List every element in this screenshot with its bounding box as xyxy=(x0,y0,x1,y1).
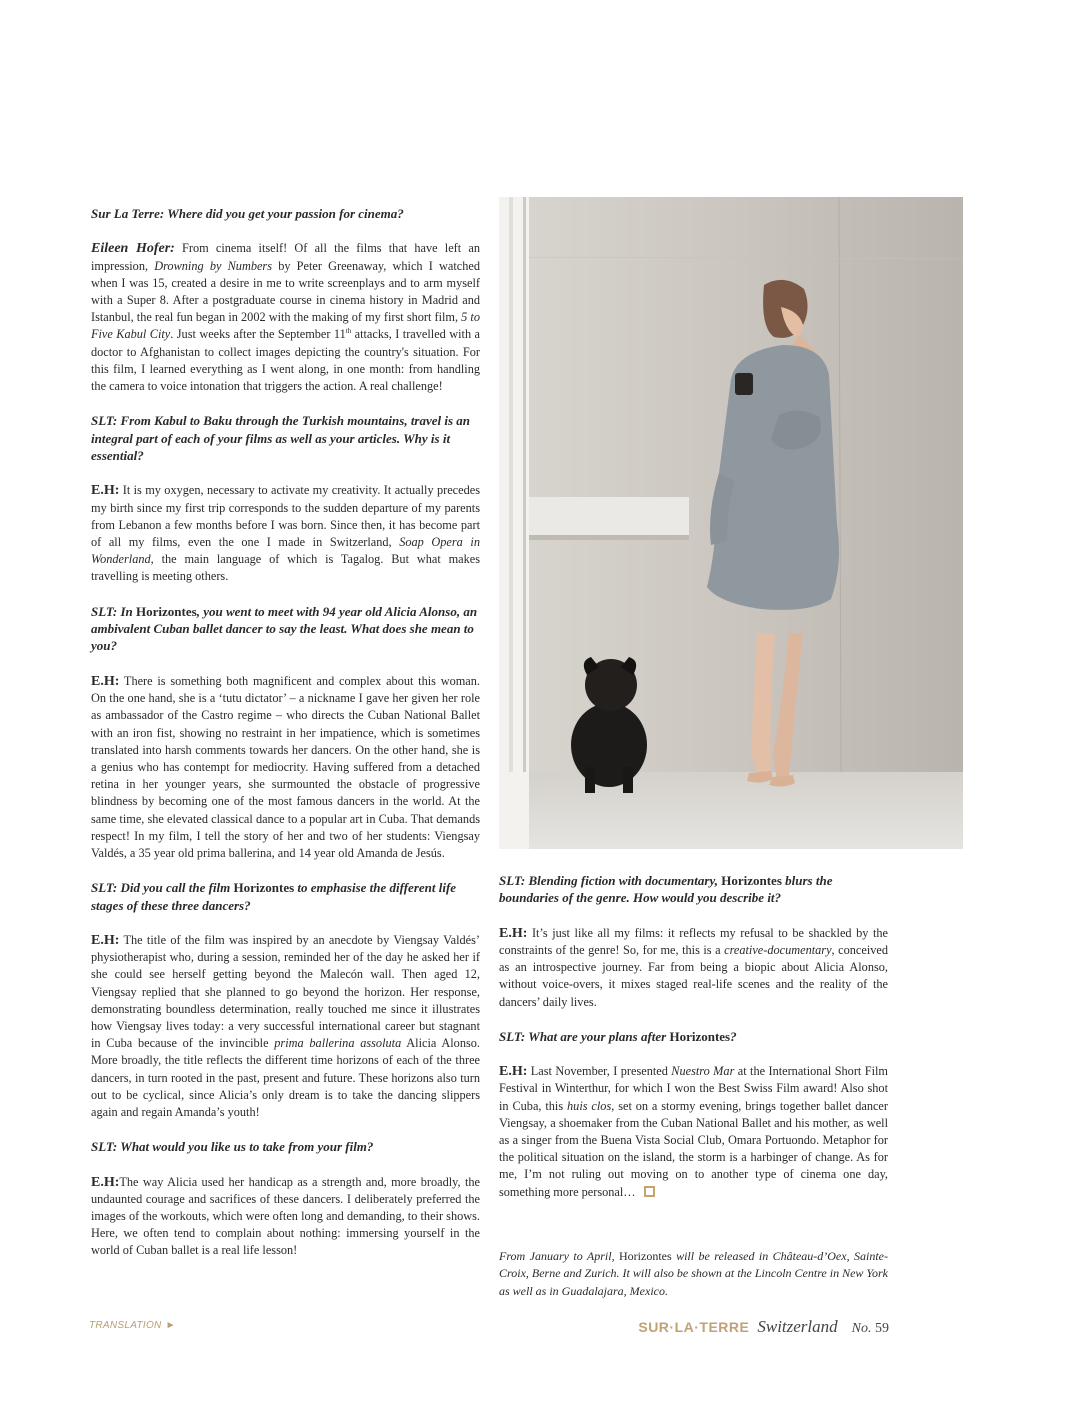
film-title: Horizontes xyxy=(619,1249,672,1263)
answer-3: E.H: There is something both magnificent and complex about this woman. On the one hand, she is a ‘tutu dictator’ – a nickname I gave her given her role as ambassador of the Castro regime – who directs the Cuban National Ballet with an iron fist, showing no restraint in her impatience, which is sometimes translated into harsh comments towards her dancers. On the other hand, she is a genius who has contempt for mediocrity. Having suffered from a detached retina in her younger years, she surmounted the obstacle of progressive blindness by becoming one of the most famous dancers in the world. At the same time, she elevated classical dance to a popular art in Cuba. That demands respect! In my film, I tell the story of her and two of her students: Viengsay Valdés, a 35 year old prima ballerina, and 14 year old Amanda de Jesús. xyxy=(91,673,480,860)
question-4: SLT: Did you call the film Horizontes to emphasise the different life stages of these three dancers? xyxy=(91,880,457,913)
film-title: 5 to Five Kabul City xyxy=(91,310,480,342)
question-2: SLT: From Kabul to Baku through the Turkish mountains, travel is an integral part of each of your films as well as your articles. Why is it essential? xyxy=(91,413,471,464)
left-column xyxy=(91,205,480,1277)
question-6: SLT: Blending fiction with documentary, Horizontes blurs the boundaries of the genre. How would you describe it? xyxy=(499,873,833,906)
answer-1: Eileen Hofer: From cinema itself! Of all the films that have left an impression, Drowning by Numbers by Peter Greenaway, which I watched when I was 15, created a desire in me to write screenplays and to arm myself with a Super 8. After a postgraduate course in cinema history in Madrid and Istanbul, the real fun began in 2002 with the making of my first short film, 5 to Five Kabul City. Just weeks after the September 11th attacks, I travelled with a doctor to Afghanistan to collect images depicting the country's situation. For this film, I learned everything as I went along, in one month: from handling the camera to voice intonation that triggers the action. A real challenge! xyxy=(91,241,480,394)
brand-logo: SUR·LA·TERRE xyxy=(638,1319,750,1335)
film-title: Horizontes xyxy=(233,880,295,896)
speaker-name: E.H: xyxy=(91,673,120,689)
speaker-name: E.H: xyxy=(91,1174,120,1190)
translation-label: TRANSLATION xyxy=(89,1320,162,1331)
dance-term: prima ballerina assoluta xyxy=(274,1036,402,1051)
answer-7: E.H: Last November, I presented Nuestro Mar at the International Short Film Festival in Winterthur, for which I won the Best Swiss Film award! Also shot in Cuba, this huis clos, set on a stormy evening, brings together ballet dancer Viengsay, a shoemaker from the Cuban National Ballet and his mother, as well as a singer from the Buena Vista Social Club, Omara Portuondo. Metaphor for the political situation on the island, the storm is a harbinger of change. As for me, I’m not ruling out moving on to another type of cinema one day, something more personal… xyxy=(499,1064,888,1199)
triangle-right-icon: ► xyxy=(165,1320,176,1331)
right-column xyxy=(499,872,888,1218)
speaker-name: Eileen Hofer: xyxy=(91,241,175,257)
translation-link[interactable] xyxy=(89,1320,176,1331)
end-mark-icon xyxy=(644,1186,655,1197)
issue-number: No. 59 xyxy=(851,1321,889,1336)
film-title: Horizontes xyxy=(669,1028,731,1044)
speaker-name: E.H: xyxy=(91,483,120,499)
speaker-name: E.H: xyxy=(499,925,528,941)
question-3: SLT: In Horizontes, you went to meet with 94 year old Alicia Alonso, an ambivalent Cuban ballet dancer to say the least. What does she mean to you? xyxy=(91,603,478,654)
release-info: From January to April, Horizontes will be released in Château-d’Oex, Sainte-Croix, Berne and Zurich. It will also be shown at the Lincoln Centre in New York as well as in Guadalajara, Mexico. xyxy=(499,1249,888,1298)
film-title: Horizontes xyxy=(136,603,197,619)
answer-6: E.H: It’s just like all my films: it reflects my refusal to be shackled by the constraints of the genre! So, for me, this is a creative-documentary, conceived as an introspective journey. Far from being a biopic about Alicia Alonso, without voice-overs, it mixes staged real-life scenes and the reality of the dancers’ daily lives. xyxy=(499,925,888,1009)
answer-2: E.H: It is my oxygen, necessary to activate my creativity. It actually precedes my birth since my first trip corresponds to the sudden departure of my parents from Lebanon a few months before I was born. Since then, it has become part of all my films, even the one I made in Switzerland, Soap Opera in Wonderland, the main language of which is Tagalog. But what makes travelling is meeting others. xyxy=(91,483,480,584)
film-title: Soap Opera in Wonderland xyxy=(91,535,480,567)
question-7: SLT: What are your plans after Horizontes? xyxy=(499,1028,737,1044)
answer-4: E.H: The title of the film was inspired by an anecdote by Viengsay Valdés’ physiotherapist who, during a session, reminded her of the day he asked her if she could see herself getting beyond the Malecón wall. Then aged 12, Viengsay replied that she planned to go beyond the horizon. Her response, demonstrating boundless determination, really touched me since it illustrates how Viengsay lives today: a very successful international career but stagnant in Cuba because of the invincible prima ballerina assoluta Alicia Alonso. More broadly, the title reflects the different time horizons of each of the three dancers, in turn rooted in the past, present and future. These horizons also turn out to be cyclical, since Alicia’s only dream is to take the dancing slippers again and regain Amanda’s youth! xyxy=(91,932,480,1119)
question-1: Sur La Terre: Where did you get your passion for cinema? xyxy=(91,206,404,221)
edition-label: Switzerland xyxy=(757,1317,838,1336)
answer-5: E.H:The way Alicia used her handicap as a strength and, more broadly, the undaunted courage and sacrifices of these dancers. I deliberately preferred the images of the workouts, which were often long and demanding, to their shows. Here, we often tend to complain about nothing: immersing yourself in the world of Cuban ballet is a real life lesson! xyxy=(91,1174,480,1258)
portrait-photo xyxy=(499,197,963,849)
film-title: Drowning by Numbers xyxy=(154,258,273,273)
film-title: Horizontes xyxy=(721,873,782,888)
question-5: SLT: What would you like us to take from your film? xyxy=(91,1139,374,1155)
huis-clos-term: huis clos xyxy=(567,1098,612,1113)
portrait-illustration xyxy=(499,197,963,849)
masthead xyxy=(638,1317,889,1337)
speaker-name: E.H: xyxy=(499,1064,528,1080)
film-title: Nuestro Mar xyxy=(671,1064,735,1079)
speaker-name: E.H: xyxy=(91,932,120,948)
genre-term: creative-documentary xyxy=(724,943,832,958)
